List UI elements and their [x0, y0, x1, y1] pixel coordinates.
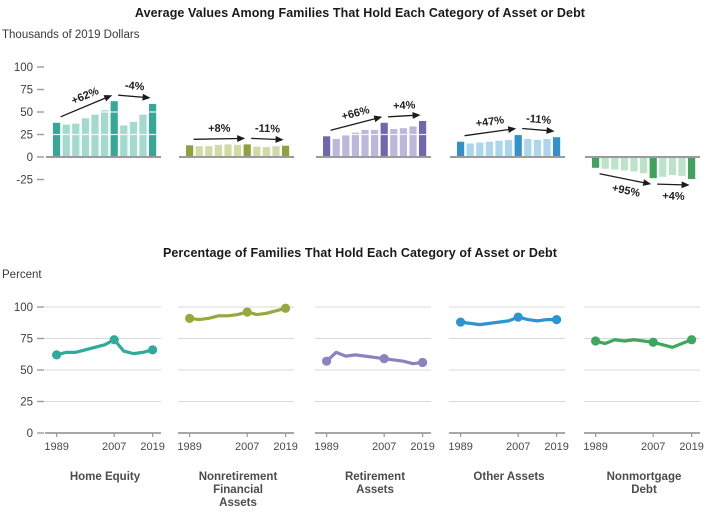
bar-2001 [91, 115, 98, 157]
bar-2010 [524, 139, 531, 157]
top-chart-unit-label: Thousands of 2019 Dollars [2, 29, 140, 41]
bar-1989 [457, 142, 464, 157]
bar-2007 [515, 135, 522, 158]
y-axis-tick-label: -25 [16, 174, 33, 187]
bar-1995 [611, 157, 618, 170]
y-axis-tick-label: 50 [20, 365, 33, 377]
annotation-arrowhead [275, 136, 283, 143]
annotation-arrowhead [508, 126, 516, 133]
bottom-line-chart [0, 295, 720, 523]
annotation-label: +4% [392, 99, 416, 113]
data-point-marker [380, 354, 389, 363]
x-axis-tick-label: 2019 [140, 441, 165, 453]
annotation-arrow-line [251, 138, 277, 139]
bar-2001 [495, 141, 502, 157]
data-point-marker [185, 314, 194, 323]
bar-2004 [640, 157, 647, 173]
y-axis-tick-label: 25 [20, 129, 33, 142]
annotation-label: -11% [525, 112, 552, 127]
data-point-marker [687, 335, 696, 344]
x-axis-tick-label: 2007 [371, 441, 397, 453]
bar-1995 [342, 135, 349, 157]
bar-1995 [476, 143, 483, 157]
top-chart-title: Average Values Among Families That Hold Each Category of Asset or Debt [134, 6, 586, 20]
category-label: Nonretirement [198, 471, 278, 483]
bar-2013 [400, 128, 407, 157]
bar-2016 [409, 126, 416, 157]
bar-1995 [72, 124, 79, 157]
annotation-arrowhead [546, 127, 554, 134]
annotation-label: +8% [208, 122, 231, 136]
data-point-marker [591, 336, 600, 345]
annotation-label: -4% [124, 79, 145, 94]
bar-2010 [390, 129, 397, 157]
bottom-chart-title: Percentage of Families That Hold Each Category of Asset or Debt [162, 246, 558, 260]
bar-2013 [130, 122, 137, 157]
bar-1989 [592, 157, 599, 168]
y-axis-tick-label: 0 [26, 152, 33, 164]
bar-2010 [120, 126, 127, 158]
data-point-marker [148, 345, 157, 354]
annotation-arrow-line [657, 184, 683, 185]
bar-2013 [534, 140, 541, 157]
annotation-label: +4% [662, 190, 685, 203]
category-label: Debt [631, 484, 657, 496]
y-axis-tick-label: 100 [13, 302, 33, 314]
bar-2007 [244, 144, 251, 157]
annotation-arrowhead [412, 112, 420, 119]
bar-1998 [486, 142, 493, 157]
bar-1992 [602, 157, 609, 169]
bar-1998 [215, 145, 222, 157]
annotation-arrowhead [643, 179, 652, 186]
bar-1998 [621, 157, 628, 171]
trend-line [57, 340, 153, 355]
annotation-arrow-line [194, 139, 240, 140]
annotation-arrowhead [142, 94, 150, 101]
top-bar-chart [0, 52, 720, 224]
bar-1989 [186, 145, 193, 157]
annotation-label: +47% [475, 114, 505, 131]
annotation-label: +62% [69, 85, 101, 108]
x-axis-tick-label: 2019 [273, 441, 298, 453]
data-point-marker [281, 304, 290, 313]
bar-2007 [650, 157, 657, 178]
annotation-label: +66% [340, 104, 371, 124]
bar-2019 [553, 137, 560, 157]
bar-2016 [678, 157, 685, 176]
category-label: Nonmortgage [606, 471, 682, 483]
annotation-arrowhead [237, 135, 245, 142]
bar-1992 [467, 144, 474, 158]
category-label: Retirement [344, 471, 406, 483]
y-axis-tick-label: 75 [20, 333, 33, 346]
bar-2019 [419, 121, 426, 157]
data-point-marker [456, 318, 465, 327]
bar-2016 [543, 139, 550, 157]
annotation-label: +95% [610, 182, 642, 200]
bar-2016 [139, 115, 146, 157]
x-axis-tick-label: 2007 [640, 441, 666, 453]
bar-2004 [101, 110, 108, 157]
bar-2013 [263, 147, 270, 157]
data-point-marker [52, 350, 61, 359]
x-axis-tick-label: 2007 [505, 441, 531, 453]
x-axis-tick-label: 2019 [679, 441, 704, 453]
annotation-arrow-line [388, 115, 414, 116]
bar-1992 [63, 125, 70, 157]
x-axis-tick-label: 2007 [101, 441, 127, 453]
x-axis-tick-label: 2019 [544, 441, 569, 453]
annotation-arrow-line [522, 129, 548, 131]
bar-2001 [224, 144, 231, 157]
bar-2004 [234, 145, 241, 157]
x-axis-tick-label: 1989 [314, 441, 339, 453]
x-axis-tick-label: 1989 [177, 441, 202, 453]
y-axis-tick-label: 75 [20, 84, 33, 97]
bar-2010 [253, 147, 260, 157]
bar-2019 [282, 146, 289, 157]
bar-2013 [669, 157, 676, 175]
x-axis-tick-label: 1989 [583, 441, 608, 453]
annotation-arrowhead [374, 116, 383, 123]
data-point-marker [649, 338, 658, 347]
bar-1989 [323, 136, 330, 157]
data-point-marker [514, 312, 523, 321]
annotation-arrowhead [682, 181, 690, 188]
bar-2007 [111, 101, 118, 157]
data-point-marker [322, 357, 331, 366]
data-point-marker [243, 307, 252, 316]
data-point-marker [110, 335, 119, 344]
bar-2004 [505, 140, 512, 157]
trend-line [596, 340, 692, 348]
bar-2010 [659, 157, 666, 177]
y-axis-tick-label: 25 [20, 396, 33, 409]
x-axis-tick-label: 2007 [234, 441, 260, 453]
bar-1989 [53, 123, 60, 157]
bar-1998 [352, 133, 359, 157]
trend-line [190, 308, 286, 319]
category-label: Assets [356, 484, 394, 496]
annotation-arrow-line [118, 95, 144, 97]
category-label: Financial [213, 484, 263, 496]
data-point-marker [552, 315, 561, 324]
category-label: Home Equity [69, 471, 141, 483]
y-axis-tick-label: 0 [26, 428, 33, 440]
y-axis-tick-label: 50 [20, 107, 33, 119]
bar-2001 [630, 157, 637, 171]
x-axis-tick-label: 2019 [410, 441, 435, 453]
bar-1998 [82, 118, 89, 157]
trend-line [327, 352, 423, 363]
annotation-label: -11% [254, 122, 281, 136]
x-axis-tick-label: 1989 [448, 441, 473, 453]
annotation-arrow-line [600, 174, 646, 183]
x-axis-tick-label: 1989 [44, 441, 69, 453]
bar-1995 [205, 146, 212, 157]
trend-line [461, 317, 557, 325]
category-label: Assets [219, 497, 257, 509]
y-axis-tick-label: 100 [13, 62, 33, 74]
bar-2007 [381, 123, 388, 157]
bar-1992 [196, 146, 203, 157]
bar-2019 [688, 157, 695, 179]
bottom-chart-unit-label: Percent [2, 269, 42, 281]
bar-1992 [333, 139, 340, 157]
category-label: Other Assets [473, 471, 545, 483]
data-point-marker [418, 358, 427, 367]
bar-2016 [272, 146, 279, 157]
